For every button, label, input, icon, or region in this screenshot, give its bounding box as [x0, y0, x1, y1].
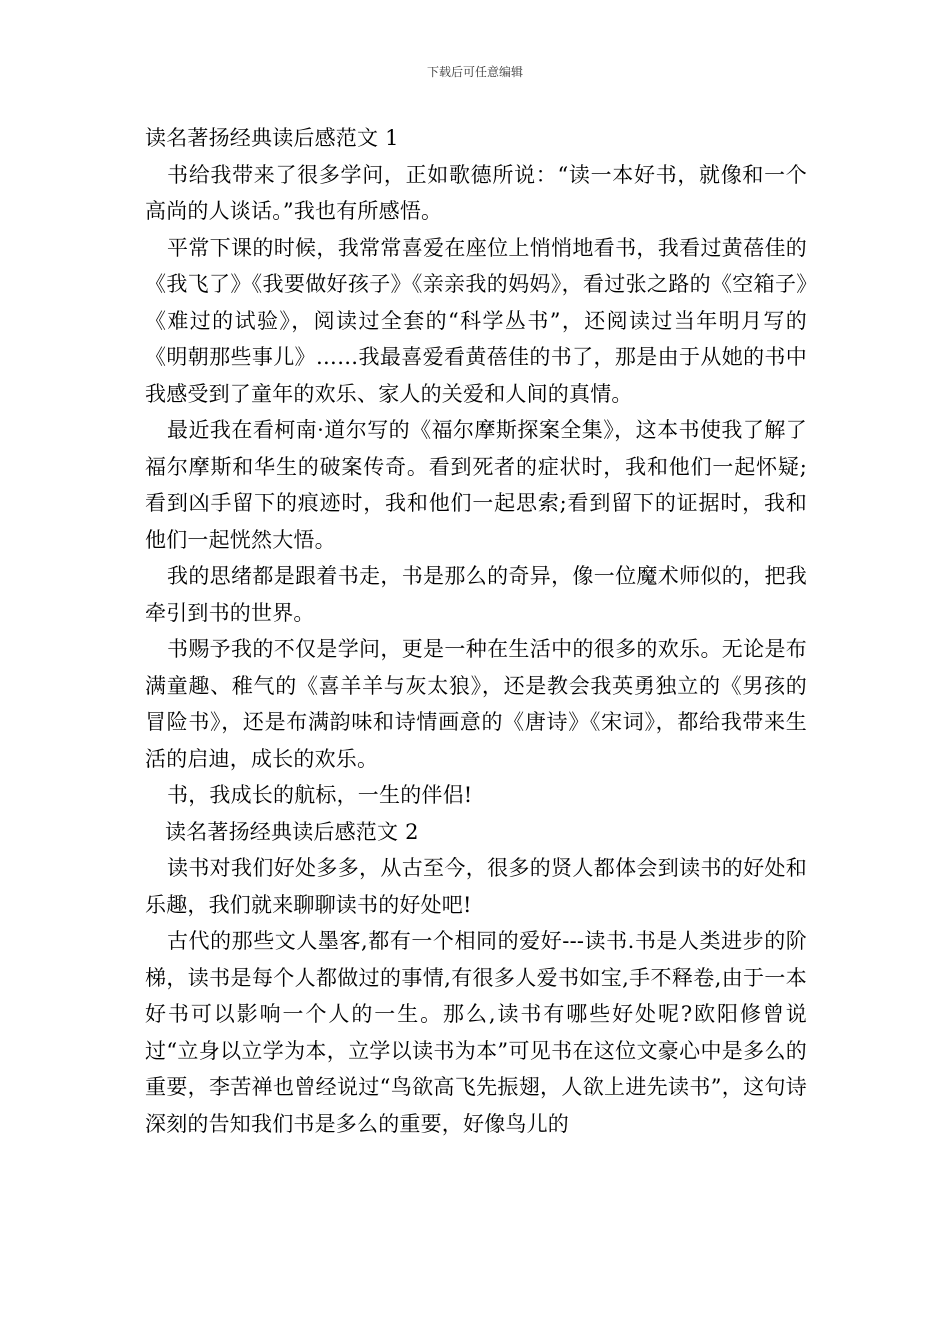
- document-body: [145, 120, 807, 1142]
- article-1-paragraph-6: 书，我成长的航标，一生的伴侣!: [167, 783, 473, 807]
- article-1-title: 读名著扬经典读后感范文 1: [145, 126, 399, 150]
- page-header: 下载后可任意编辑: [426, 65, 523, 79]
- article-1-paragraph-4: 我的思绪都是跟着书走，书是那么的奇异，像一位魔术师似的，把我牵引到书的世界。: [145, 564, 807, 625]
- article-1-paragraph-1: 书给我带来了很多学问，正如歌德所说：“读一本好书，就像和一个高尚的人谈话。”我也有所感悟。: [145, 162, 807, 223]
- article-1-paragraph-3: 最近我在看柯南·道尔写的《福尔摩斯探案全集》，这本书使我了解了福尔摩斯和华生的破案传奇。看到死者的症状时，我和他们一起怀疑;看到凶手留下的痕迹时，我和他们一起思索;看到留下的证据时，我和他们一起恍然大悟。: [145, 418, 807, 552]
- article-1-paragraph-5: 书赐予我的不仅是学问，更是一种在生活中的很多的欢乐。无论是布满童趣、稚气的《喜羊羊与灰太狼》，还是教会我英勇独立的《男孩的冒险书》，还是布满韵味和诗情画意的《唐诗》《宋词》，都给我带来生活的启迪，成长的欢乐。: [145, 637, 807, 771]
- article-2-paragraph-1: 读书对我们好处多多，从古至今，很多的贤人都体会到读书的好处和乐趣，我们就来聊聊读书的好处吧!: [145, 856, 807, 917]
- article-2-title: 读名著扬经典读后感范文 2: [165, 819, 419, 844]
- article-2-paragraph-2: 古代的那些文人墨客,都有一个相同的爱好---读书.书是人类进步的阶梯，读书是每个人都做过的事情,有很多人爱书如宝,手不释卷,由于一本好书可以影响一个人的一生。那么,读书有哪些好处呢?欧阳修曾说过“立身以立学为本，立学以读书为本”可见书在这位文豪心中是多么的重要，李苦禅也曾经说过“鸟欲高飞先振翅，人欲上进先读书”，这句诗深刻的告知我们书是多么的重要，好像鸟儿的: [145, 929, 807, 1136]
- article-1-paragraph-2: 平常下课的时候，我常常喜爱在座位上悄悄地看书，我看过黄蓓佳的《我飞了》《我要做好孩子》《亲亲我的妈妈》，看过张之路的《空箱子》《难过的试验》，阅读过全套的“科学丛书”，还阅读过当年明月写的《明朝那些事儿》……我最喜爱看黄蓓佳的书了，那是由于从她的书中我感受到了童年的欢乐、家人的关爱和人间的真情。: [145, 235, 807, 406]
